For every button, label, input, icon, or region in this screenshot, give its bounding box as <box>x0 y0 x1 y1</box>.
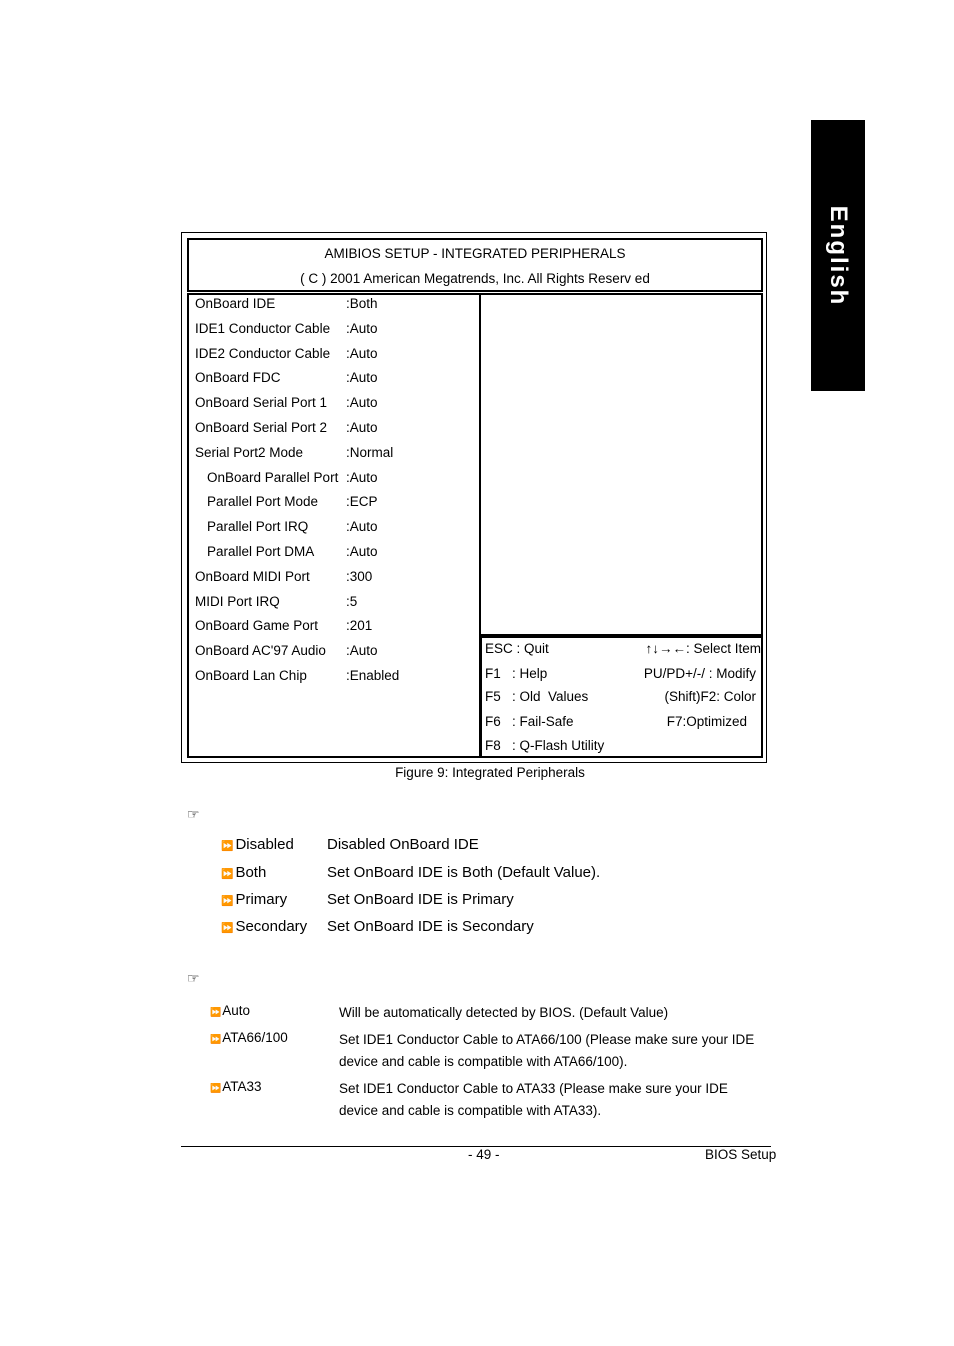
bios-item-label: OnBoard Parallel Port <box>207 469 339 485</box>
bios-item-label: OnBoard AC'97 Audio <box>195 643 326 659</box>
bios-item-value[interactable]: :Enabled <box>346 668 400 683</box>
footer-section: BIOS Setup <box>705 1147 777 1162</box>
option-description: Set OnBoard IDE is Primary <box>327 891 514 908</box>
bios-item-value[interactable]: :Auto <box>346 544 378 559</box>
key-legend-left: F6 : Fail-Safe <box>485 714 574 729</box>
option-name <box>221 918 307 935</box>
option-description: Disabled OnBoard IDE <box>327 836 479 853</box>
key-legend-left: F1 : Help <box>485 666 548 681</box>
double-arrow-icon: ⏩ <box>210 1035 222 1045</box>
page-number: - 49 - <box>468 1147 500 1162</box>
option-name <box>210 1079 262 1094</box>
bios-copyright: ( C ) 2001 American Megatrends, Inc. All Rights Reserv ed <box>300 271 650 286</box>
bios-item-label: OnBoard IDE <box>195 296 276 311</box>
bios-item-value[interactable]: :Auto <box>346 519 378 535</box>
bios-item-label: IDE1 Conductor Cable <box>195 320 331 336</box>
bios-item-label: Serial Port2 Mode <box>195 444 304 460</box>
option-name <box>221 891 287 908</box>
bios-item-value[interactable]: :Auto <box>346 395 378 411</box>
bios-key-legend <box>481 636 763 758</box>
option-name-text: Both <box>235 864 267 881</box>
key-legend-left: F8 : Q-Flash Utility <box>485 738 605 753</box>
key-legend-right: F7:Optimized <box>666 714 747 729</box>
option-name-text: Secondary <box>235 918 308 935</box>
double-arrow-icon: ⏩ <box>210 1084 222 1094</box>
bios-item-label: MIDI Port IRQ <box>195 593 280 609</box>
option-name <box>210 1003 250 1018</box>
option-description: Set OnBoard IDE is Both (Default Value). <box>327 864 601 881</box>
option-name-text: ATA33 <box>222 1079 262 1094</box>
side-tab <box>811 120 865 391</box>
bios-item-value[interactable]: :5 <box>346 593 358 609</box>
option-description: Set IDE1 Conductor Cable to ATA33 (Please make sure your IDE device and cable is compatible with ATA33). <box>339 1081 728 1118</box>
key-legend-right: (Shift)F2: Color <box>664 689 756 704</box>
bios-item-label: OnBoard Serial Port 1 <box>195 395 328 411</box>
bios-title: AMIBIOS SETUP - INTEGRATED PERIPHERALS <box>324 246 626 261</box>
option-name <box>221 864 266 881</box>
pointing-hand-icon: ☞ <box>187 806 200 822</box>
bios-item-label: OnBoard MIDI Port <box>195 568 310 584</box>
option-name-text: Auto <box>222 1003 250 1018</box>
double-arrow-icon: ⏩ <box>221 923 234 934</box>
bios-item-label: OnBoard Game Port <box>195 618 319 634</box>
bios-item-label: OnBoard FDC <box>195 370 281 386</box>
double-arrow-icon: ⏩ <box>210 1008 222 1018</box>
bios-help-panel <box>481 293 763 636</box>
key-legend-left: F5 : Old Values <box>485 689 589 704</box>
option-description: Set IDE1 Conductor Cable to ATA66/100 (Please make sure your IDE device and cable is compatible with ATA66/100). <box>339 1032 755 1069</box>
option-name <box>221 836 294 853</box>
option-name-text: ATA66/100 <box>222 1030 288 1045</box>
double-arrow-icon: ⏩ <box>221 869 234 880</box>
option-description: Set OnBoard IDE is Secondary <box>327 918 534 935</box>
bios-item-label: Parallel Port Mode <box>207 494 319 510</box>
bios-item-label: IDE2 Conductor Cable <box>195 345 331 361</box>
option-name-text: Primary <box>235 891 288 908</box>
bios-item-value[interactable]: :ECP <box>346 494 378 510</box>
bios-screen <box>181 232 767 763</box>
bios-header <box>187 238 763 292</box>
bios-item-value[interactable]: :Auto <box>346 469 378 485</box>
key-legend-right: ↑↓→←: Select Item <box>645 641 761 656</box>
bios-item-value[interactable]: :Both <box>346 296 378 311</box>
figure-caption: Figure 9: Integrated Peripherals <box>395 765 585 780</box>
bios-item-value[interactable]: :Auto <box>346 420 378 435</box>
bios-item-label: Parallel Port IRQ <box>207 519 309 535</box>
bios-item-value[interactable]: :Auto <box>346 320 378 336</box>
option-name <box>210 1030 288 1045</box>
double-arrow-icon: ⏩ <box>221 841 234 852</box>
bios-item-label: Parallel Port DMA <box>207 544 315 559</box>
bios-item-value[interactable]: :Normal <box>346 444 394 460</box>
bios-item-list <box>187 293 481 758</box>
bios-item-value[interactable]: :201 <box>346 618 373 634</box>
bios-item-label: OnBoard Lan Chip <box>195 668 307 683</box>
option-description: Will be automatically detected by BIOS. (Default Value) <box>339 1005 669 1020</box>
option-name-text: Disabled <box>235 836 294 853</box>
double-arrow-icon: ⏩ <box>221 896 234 907</box>
key-legend-right: PU/PD+/-/ : Modify <box>643 666 756 681</box>
key-legend-left: ESC : Quit <box>485 641 549 656</box>
bios-item-value[interactable]: :300 <box>346 568 373 584</box>
bios-item-label: OnBoard Serial Port 2 <box>195 420 328 435</box>
side-tab-label: English <box>825 205 852 306</box>
bios-item-value[interactable]: :Auto <box>346 370 378 386</box>
pointing-hand-icon: ☞ <box>187 970 200 986</box>
bios-item-value[interactable]: :Auto <box>346 643 378 659</box>
bios-item-value[interactable]: :Auto <box>346 345 378 361</box>
